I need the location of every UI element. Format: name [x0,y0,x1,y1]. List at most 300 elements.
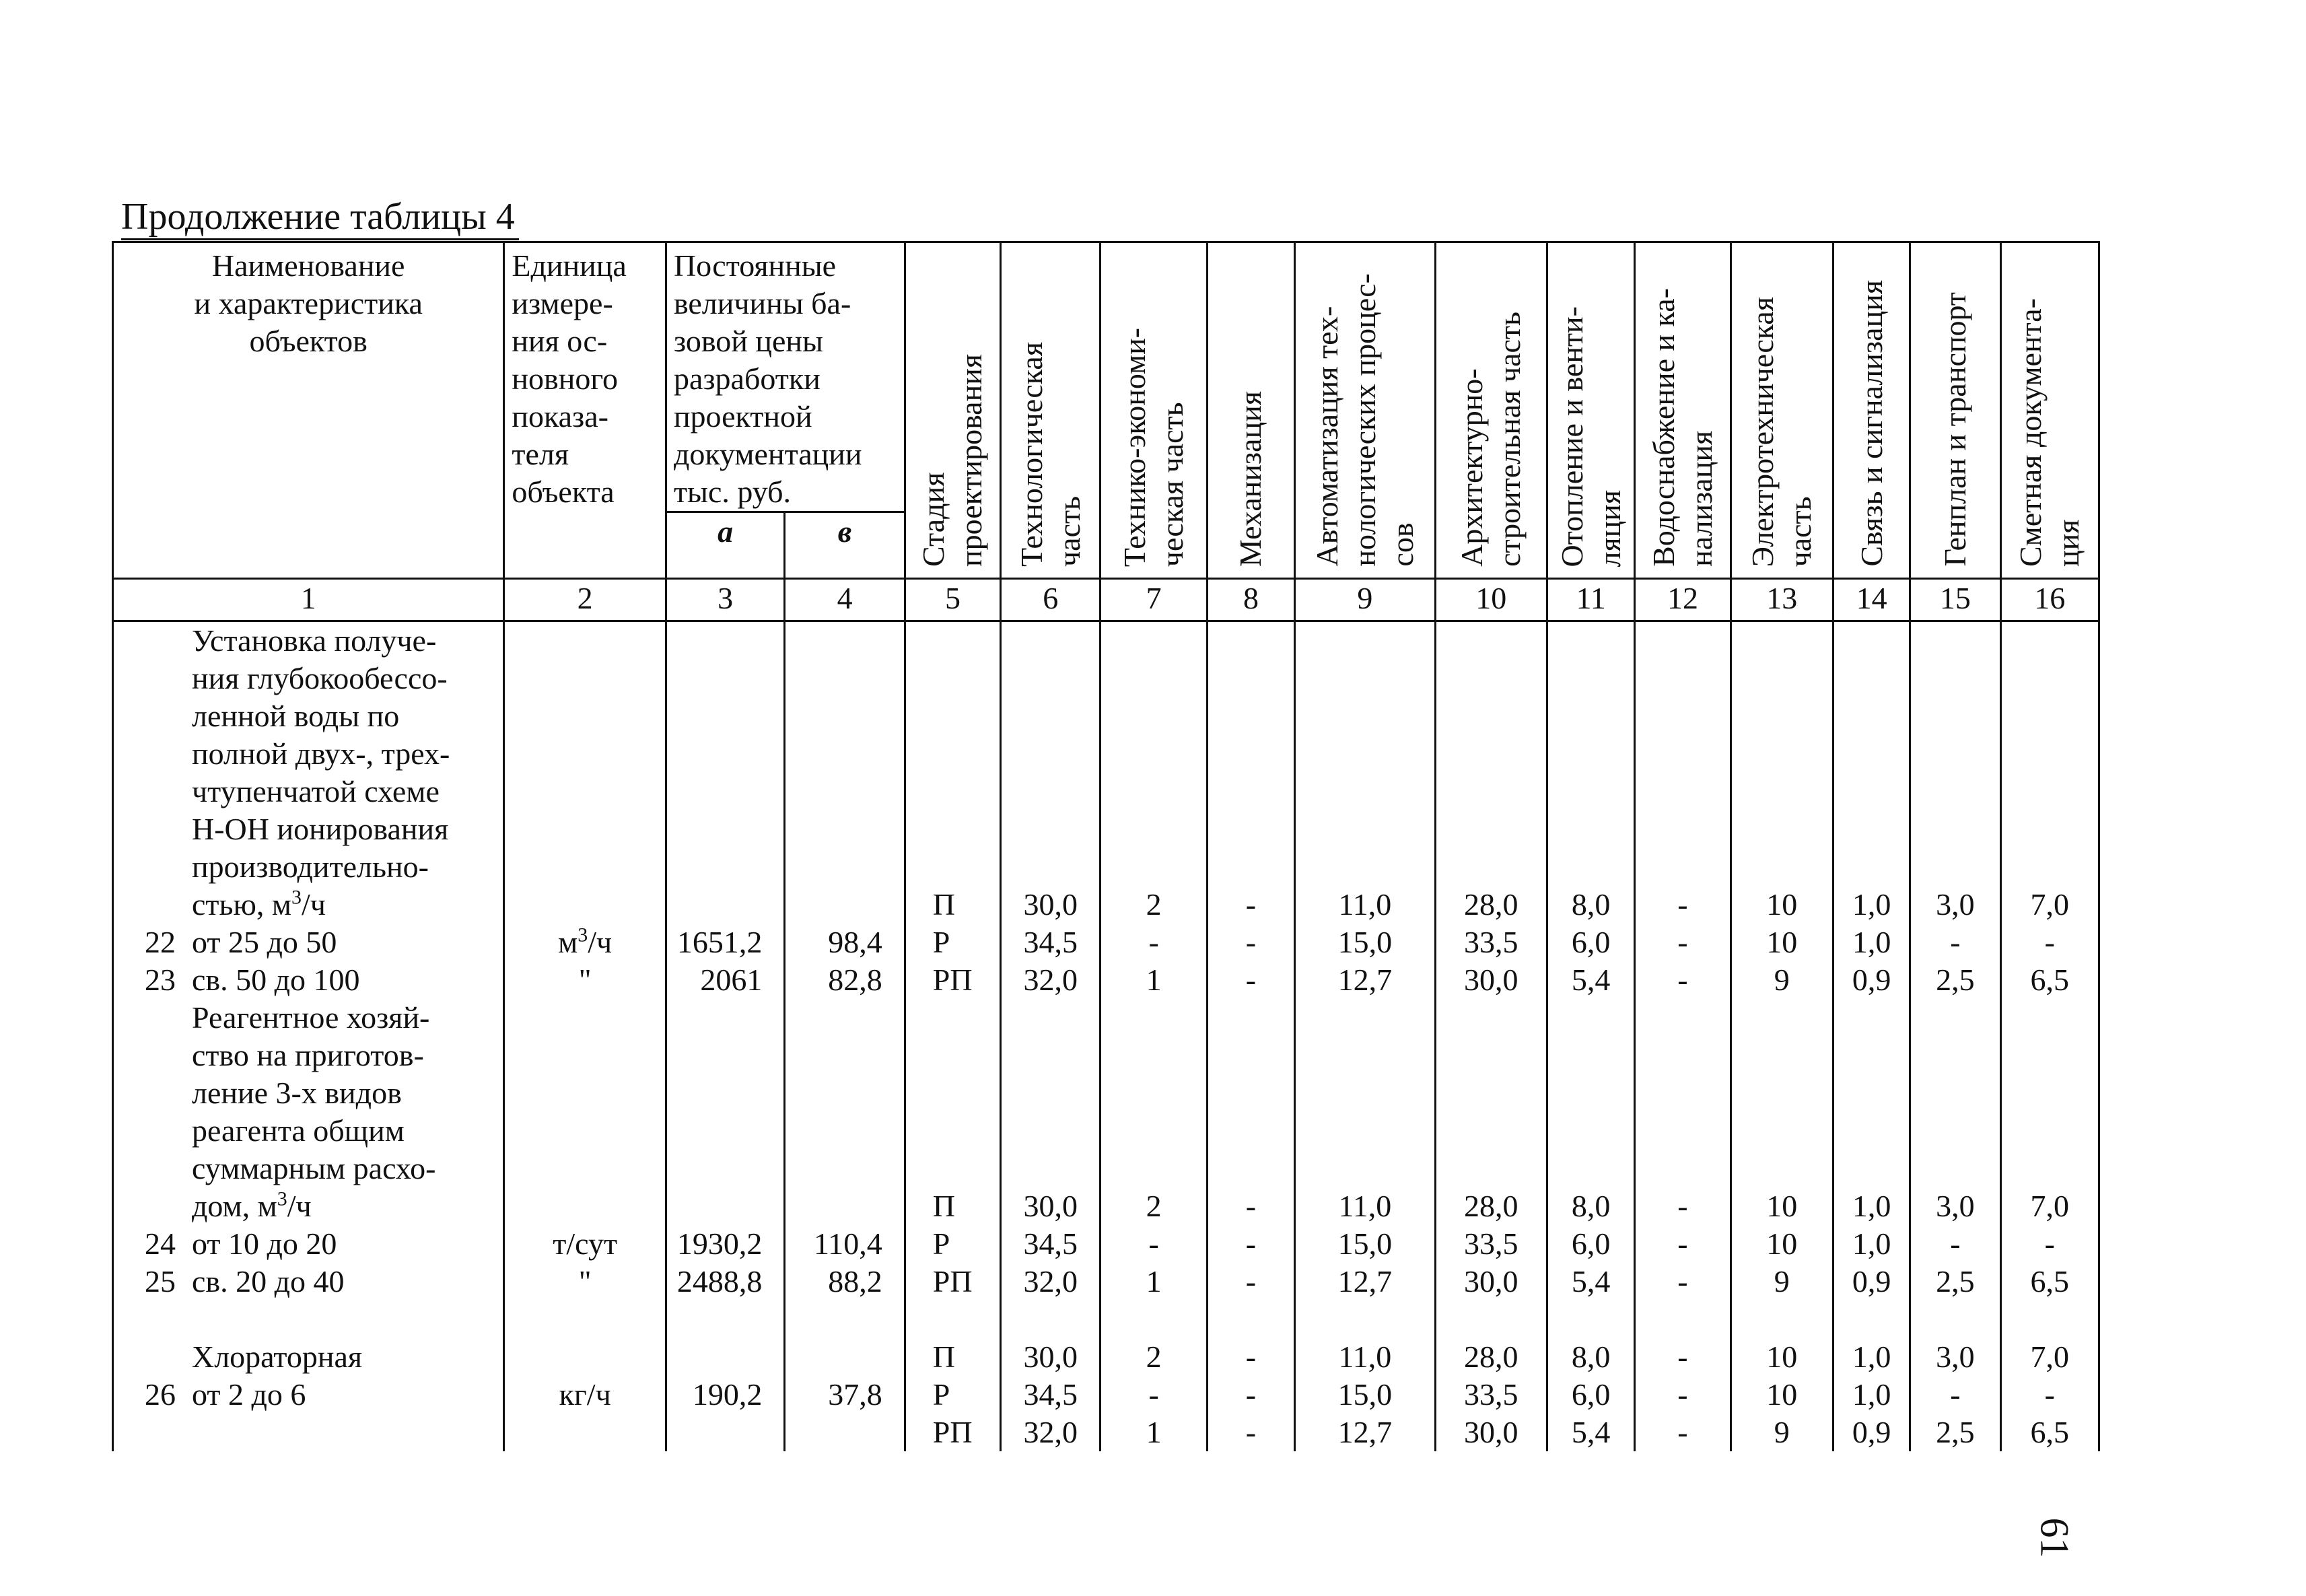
blank-line [1548,1300,1634,1338]
blank-line [785,660,903,697]
share-value: 2,5 [1936,963,1975,997]
share-value: 32,0 [1023,1415,1078,1449]
cell-col-1 [113,621,504,1000]
share-value: 34,5 [1023,1226,1078,1261]
table-row [113,999,2099,1300]
cell-col-8 [1207,1300,1294,1451]
column-number: 10 [1435,579,1547,621]
blank-line [1101,773,1206,810]
blank-line [906,660,1000,697]
blank-line [1002,999,1099,1037]
blank-line [1208,1112,1294,1150]
table-row [113,621,2099,1000]
blank-line [505,773,665,810]
price-b: 88,2 [828,1264,882,1298]
share-value: 9 [1774,963,1790,997]
stage: РП [932,1415,973,1449]
object-title-line: Хлораторная [192,1340,363,1374]
share-value: 6,5 [2030,1415,2070,1449]
blank-line [1636,1112,1729,1150]
object-title-line: дом, $м^3/ч$ [192,1187,312,1223]
cell-col-16 [2000,621,2099,1000]
column-number: 3 [666,579,784,621]
blank-line [2002,810,2098,848]
blank-line [1732,773,1832,810]
blank-line [667,1037,783,1074]
share-value: - [2044,925,2055,959]
blank-line [1101,999,1206,1037]
share-value: 1,0 [1852,1340,1891,1374]
share-value: 30,0 [1023,1340,1078,1374]
column-number: 1 [113,579,504,621]
header-vertical-5 [905,242,1000,579]
share-value: 5,4 [1571,1415,1611,1449]
header-vertical-12 [1635,242,1731,579]
stage: РП [932,963,973,997]
blank-line [505,735,665,773]
blank-line [1002,1112,1099,1150]
blank-line [505,886,665,924]
blank-line [1834,1074,1909,1112]
share-value: 10 [1766,1377,1798,1412]
blank-line [1208,1037,1294,1074]
share-value: - [1148,1377,1159,1412]
column-number: 8 [1207,579,1294,621]
blank-line [667,1112,783,1150]
blank-line [1436,697,1546,735]
blank-line [1101,622,1206,660]
blank-line [1911,773,1999,810]
share-value: - [1245,1340,1257,1374]
header-text: ляция [1592,489,1627,567]
blank-line [906,1150,1000,1187]
blank-line [1548,999,1634,1037]
share-value: 2 [1146,1340,1162,1374]
header-text: показа- [512,399,608,433]
object-range: от 25 до 50 [192,925,337,959]
object-title-line-exp: 3 [291,886,302,909]
blank-line [1101,1074,1206,1112]
header-text: теля [512,437,569,471]
blank-line [1732,848,1832,886]
blank-line [505,1112,665,1150]
blank-line [2002,1074,2098,1112]
blank-line [1732,999,1832,1037]
blank-line [785,622,903,660]
blank-line [505,622,665,660]
blank-line [667,1150,783,1187]
price-a: 2488,8 [676,1264,763,1298]
blank-line [785,1338,903,1376]
share-value: 5,4 [1571,1264,1611,1298]
blank-line [505,1338,665,1376]
cell-col-10 [1435,621,1547,1000]
column-number: 9 [1295,579,1435,621]
blank-line [1834,848,1909,886]
cell-col-10 [1435,999,1547,1300]
blank-line [1911,735,1999,773]
price-a: 190,2 [692,1377,763,1412]
blank-line [667,773,783,810]
share-value: 5,4 [1571,963,1611,997]
object-title-line: полной двух-, трех- [192,736,450,771]
cell-col-10 [1435,1300,1547,1451]
price-b: 98,4 [828,925,882,959]
blank-line [1732,1037,1832,1074]
header-vertical-text [915,354,990,567]
share-value: - [1677,1189,1688,1223]
share-value: 15,0 [1337,1377,1393,1412]
header-text: Электротехническая [1745,296,1780,567]
cell-col-6 [1001,1300,1100,1451]
header-unit [504,242,666,579]
blank-line [785,735,903,773]
cell-col-4 [785,621,905,1000]
blank-line [1436,660,1546,697]
blank-line [906,810,1000,848]
blank-line [667,697,783,735]
share-value: 30,0 [1023,887,1078,922]
share-value: 33,5 [1464,1377,1518,1412]
blank-line [1436,848,1546,886]
blank-line [1296,1150,1434,1187]
header-text: Единица [512,248,627,283]
share-value: - [2044,1377,2055,1412]
object-range: от 2 до 6 [192,1377,306,1412]
object-range: св. 50 до 100 [192,963,360,997]
blank-line [1296,999,1434,1037]
share-value: 3,0 [1936,1189,1975,1223]
blank-line [1636,735,1729,773]
blank-line [667,999,783,1037]
header-text: часть [1783,495,1818,567]
blank-line [1636,660,1729,697]
header-text: ния ос- [512,324,608,358]
share-value: - [1148,925,1159,959]
blank-line [1911,1300,1999,1338]
blank-line [1208,622,1294,660]
share-value: 10 [1766,1340,1798,1374]
share-value: - [1245,925,1257,959]
blank-line [1208,1300,1294,1338]
share-value: 1,0 [1852,1189,1891,1223]
row-number: 22 [145,925,176,959]
header-vertical-8 [1207,242,1294,579]
share-value: - [1245,1189,1257,1223]
blank-line [1834,999,1909,1037]
header-vertical-text [1013,342,1088,567]
header-text: ческая часть [1155,402,1190,567]
blank-line [1002,1074,1099,1112]
header-vertical-10 [1435,242,1547,579]
row-number: 26 [145,1377,176,1412]
blank-line [1208,1150,1294,1187]
share-value: 1,0 [1852,1377,1891,1412]
blank-line [1732,622,1832,660]
cell-col-16 [2000,1300,2099,1451]
blank-line [906,999,1000,1037]
share-value: 6,5 [2030,1264,2070,1298]
blank-line [1636,622,1729,660]
row-number: 25 [145,1264,176,1298]
unit-value-exp: 3 [578,924,588,946]
column-number: 11 [1547,579,1634,621]
blank-line [505,1187,665,1225]
header-vertical-text [1232,391,1269,567]
share-value: 8,0 [1571,887,1611,922]
blank-line [1296,660,1434,697]
blank-line [1911,810,1999,848]
blank-line [1296,1300,1434,1338]
header-sub-a: а [666,512,784,579]
blank-line [906,1112,1000,1150]
blank-line [1636,999,1729,1037]
object-title-line: ство на приготов- [192,1038,424,1072]
blank-line [1436,999,1546,1037]
header-vertical-text [2012,298,2087,567]
blank-line [2002,622,2098,660]
share-value: 15,0 [1337,925,1393,959]
header-text: Стадия [916,472,951,567]
header-text: Технологическая [1014,342,1049,567]
share-value: 12,7 [1337,1415,1393,1449]
share-value: - [1677,1377,1688,1412]
blank-line [1208,1074,1294,1112]
share-value: 7,0 [2030,1189,2070,1223]
header-vertical-13 [1731,242,1833,579]
blank-line [1834,1150,1909,1187]
blank-line [667,1187,783,1225]
blank-line [505,999,665,1037]
cell-col-8 [1207,999,1294,1300]
blank-line [1732,660,1832,697]
blank-line [1834,1112,1909,1150]
blank-line [2002,1037,2098,1074]
blank-line [1911,697,1999,735]
share-value: 2,5 [1936,1415,1975,1449]
column-number: 15 [1910,579,2000,621]
blank-line [505,1074,665,1112]
cell-col-14 [1833,1300,1910,1451]
unit-value: " [578,1264,592,1298]
header-vertical-7 [1100,242,1207,579]
header-text: Связь и сигнализация [1854,280,1889,567]
cell-col-5 [905,999,1000,1300]
share-value: - [1245,887,1257,922]
header-text: часть [1051,495,1086,567]
share-value: 33,5 [1464,925,1518,959]
cell-col-2 [504,999,666,1300]
blank-line [2002,773,2098,810]
share-value: 2 [1146,887,1162,922]
blank-line [1548,1037,1634,1074]
blank-line [785,1112,903,1150]
share-value: 2 [1146,1189,1162,1223]
blank-line [1208,660,1294,697]
blank-line [785,1150,903,1187]
blank-line [1436,1300,1546,1338]
cell-col-6 [1001,621,1100,1000]
price-b: 110,4 [813,1226,882,1261]
stage: П [932,1189,956,1223]
blank-line [667,735,783,773]
cell-col-3 [666,999,784,1300]
blank-line [1296,622,1434,660]
column-number: 6 [1001,579,1100,621]
blank-line [1548,697,1634,735]
share-value: 7,0 [2030,1340,2070,1374]
header-text: сов [1385,522,1420,567]
blank-line [1101,660,1206,697]
blank-line [906,1037,1000,1074]
blank-line [1002,848,1099,886]
blank-line [1911,660,1999,697]
share-value: - [1148,1226,1159,1261]
blank-line [505,1300,665,1338]
blank-line [785,1037,903,1074]
cell-col-4 [785,999,905,1300]
share-value: - [1677,1340,1688,1374]
header-text: документации [673,437,862,471]
object-title-line: реагента общим [192,1113,405,1148]
row-number: 23 [145,963,176,997]
blank-line [1548,810,1634,848]
blank-line [1834,735,1909,773]
cell-col-9 [1295,621,1435,1000]
share-value: 34,5 [1023,925,1078,959]
blank-line [1636,1074,1729,1112]
share-value: 28,0 [1464,887,1518,922]
blank-line [1548,622,1634,660]
blank-line [1548,773,1634,810]
blank-line [906,773,1000,810]
cell-col-5 [905,621,1000,1000]
column-number: 2 [504,579,666,621]
blank-line [1436,1074,1546,1112]
header-vertical-15 [1910,242,2000,579]
blank-line [1296,810,1434,848]
blank-line [2002,697,2098,735]
blank-line [2002,848,2098,886]
blank-line [1911,1150,1999,1187]
cell-col-7 [1100,999,1207,1300]
blank-line [1296,1112,1434,1150]
blank-line [785,886,903,924]
header-text: величины ба- [673,286,851,320]
blank-line [1636,697,1729,735]
blank-line [1636,773,1729,810]
blank-line [1296,773,1434,810]
blank-line [505,1150,665,1187]
blank-line [2002,999,2098,1037]
share-value: 30,0 [1464,963,1518,997]
blank-line [785,773,903,810]
blank-line [667,660,783,697]
share-value: 8,0 [1571,1340,1611,1374]
share-value: - [1677,925,1688,959]
share-value: 10 [1766,1226,1798,1261]
share-value: 1,0 [1852,925,1891,959]
cell-col-11 [1547,1300,1634,1451]
cell-col-7 [1100,621,1207,1000]
share-value: 0,9 [1852,1415,1891,1449]
share-value: 2,5 [1936,1264,1975,1298]
column-number: 7 [1100,579,1207,621]
blank-line [1101,848,1206,886]
share-value: - [1950,1377,1961,1412]
header-vertical-text [1744,297,1819,567]
blank-line [1296,848,1434,886]
blank-line [1436,622,1546,660]
share-value: 7,0 [2030,887,2070,922]
page-number: 61 [2032,1517,2077,1558]
header-vertical-text [1645,288,1720,567]
object-title-line: ния глубокообессо- [192,661,448,695]
blank-line [785,848,903,886]
blank-line [667,1074,783,1112]
cell-col-8 [1207,621,1294,1000]
cell-col-3 [666,621,784,1000]
cell-col-13 [1731,999,1833,1300]
share-value: 1 [1146,963,1162,997]
blank-line [785,697,903,735]
blank-line [1548,848,1634,886]
cell-col-1 [113,1300,504,1451]
column-number: 4 [785,579,905,621]
share-value: - [1245,1377,1257,1412]
header-name [113,242,504,579]
blank-line [1436,810,1546,848]
header-text: Постоянные [673,248,837,283]
header-vertical-6 [1001,242,1100,579]
header-vertical-text [1308,273,1422,567]
cell-col-14 [1833,621,1910,1000]
share-value: 3,0 [1936,1340,1975,1374]
header-vertical-14 [1833,242,1910,579]
header-text: нализация [1683,431,1718,567]
object-range: от 10 до 20 [192,1226,337,1261]
header-row [113,242,2099,512]
blank-line [785,999,903,1037]
column-number: 13 [1731,579,1833,621]
share-value: 9 [1774,1415,1790,1449]
header-text: Механизация [1233,390,1268,567]
share-value: 30,0 [1023,1189,1078,1223]
share-value: - [1677,1226,1688,1261]
blank-line [1296,697,1434,735]
blank-line [667,810,783,848]
blank-line [1548,660,1634,697]
price-a: 1651,2 [676,925,763,959]
blank-line [785,1300,903,1338]
blank-line [785,1187,903,1225]
share-value: 1,0 [1852,1226,1891,1261]
header-text: Автоматизация тех- [1309,306,1344,567]
cell-col-11 [1547,621,1634,1000]
stage: Р [932,1226,950,1261]
share-value: - [1245,1264,1257,1298]
share-value: 11,0 [1338,1340,1392,1374]
blank-line [1636,810,1729,848]
blank-line [1834,697,1909,735]
cell-col-1 [113,999,504,1300]
cell-col-15 [1910,621,2000,1000]
share-value: 28,0 [1464,1189,1518,1223]
share-value: 1 [1146,1415,1162,1449]
blank-line [1436,1112,1546,1150]
blank-line [505,848,665,886]
blank-line [1732,1074,1832,1112]
